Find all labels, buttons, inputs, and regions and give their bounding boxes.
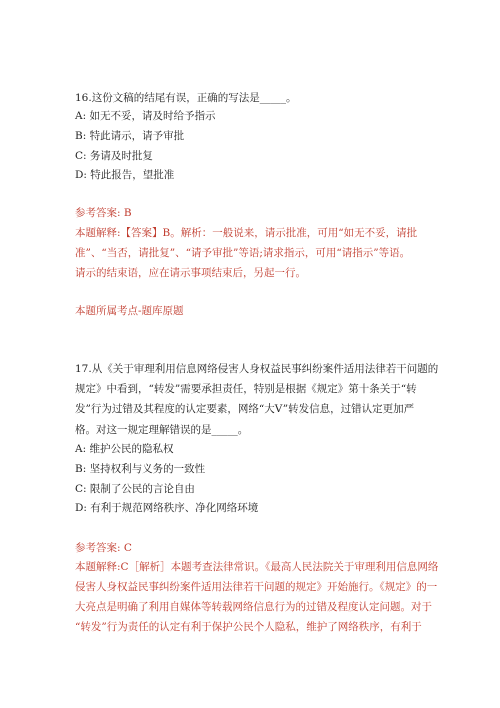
q16-category: 本题所属考点-题库原题 xyxy=(75,305,184,317)
q17-question-line-2: 规定》中看到，“转发”需要承担责任，特别是根据《规定》第十条关于“转 xyxy=(75,383,417,395)
q16-question: 16.这份文稿的结尾有误，正确的写法是_____。 xyxy=(75,92,297,104)
q17-question-line-1: 17.从《关于审理利用信息网络侵害人身权益民事纠纷案件适用法律若干问题的 xyxy=(75,363,439,375)
q17-explanation-line-2: 侵害人身权益民事纠纷案件适用法律若干问题的规定》开始施行。《规定》的一 xyxy=(75,581,438,593)
q17-question-line-4: 格。对这一规定理解错误的是_____。 xyxy=(75,424,249,436)
q16-explanation-line-3: 请示的结束语，应在请示事项结束后，另起一行。 xyxy=(75,267,306,279)
q17-option-b: B: 坚持权利与义务的一致性 xyxy=(75,463,206,475)
q16-option-d: D: 特此报告，望批准 xyxy=(75,169,175,181)
q17-explanation-line-1: 本题解释:C［解析］本题考查法律常识。《最高人民法院关于审理利用信息网络 xyxy=(75,561,439,573)
q17-option-c: C: 限制了公民的言论自由 xyxy=(75,483,195,495)
q16-explanation-line-1: 本题解释:【答案】B。解析：一般说来，请示批准，可用“如无不妥，请批 xyxy=(75,227,418,239)
q17-option-a: A: 维护公民的隐私权 xyxy=(75,443,174,455)
q16-option-b: B: 特此请示，请予审批 xyxy=(75,130,185,142)
q16-explanation-line-2: 准”、“当否，请批复”、“请予审批”等语;请求指示，可用“请指示”等语。 xyxy=(75,247,411,259)
q17-answer: 参考答案: C xyxy=(75,542,132,554)
q17-explanation-line-4: “转发”行为责任的认定有利于保护公民个人隐私，维护了网络秩序，有利于 xyxy=(75,621,422,633)
q16-option-c: C: 务请及时批复 xyxy=(75,150,153,162)
q17-option-d: D: 有利于规范网络秩序、净化网络环境 xyxy=(75,502,259,514)
q17-question-line-3: 发”行为过错及其程度的认定要素，网络“大V”转发信息，过错认定更加严 xyxy=(75,403,415,415)
q17-explanation-line-3: 大亮点是明确了利用自媒体等转载网络信息行为的过错及程度认定问题。对于 xyxy=(75,601,432,613)
q16-option-a: A: 如无不妥，请及时给予指示 xyxy=(75,110,216,122)
q16-answer: 参考答案: B xyxy=(75,207,132,219)
